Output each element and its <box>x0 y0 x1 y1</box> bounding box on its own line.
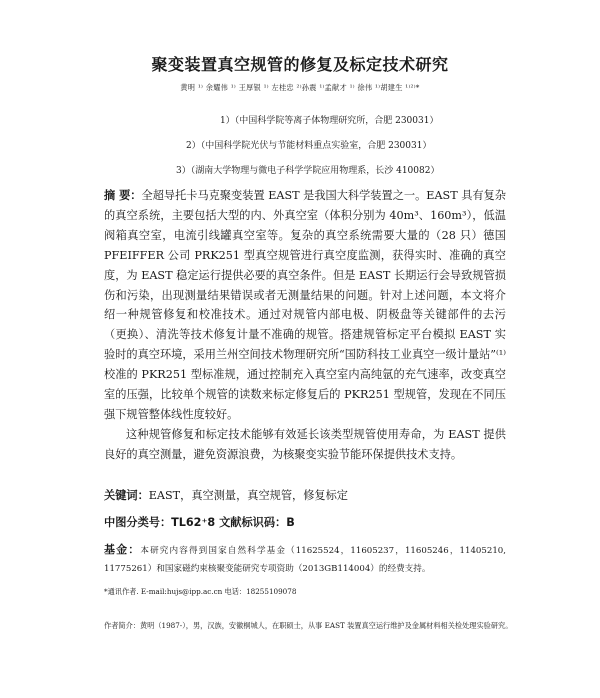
fund-text: 本研究内容得到国家自然科学基金（11625524，11605237，11605246，11405210, 11775261）和国家磁约束核聚变能研究专项资助（2013GB114004）的经费支持。 <box>104 546 507 574</box>
affiliation-3: 3）（湖南大学物理与微电子科学学院应用物理系，长沙 410082） <box>176 166 440 176</box>
doc-code-value: B <box>286 516 295 529</box>
keywords-text: EAST，真空测量，真空规管，修复标定 <box>148 489 348 502</box>
abstract-label: 摘 要： <box>104 189 142 202</box>
classification-label: 中图分类号： <box>104 516 172 529</box>
abstract-text-1: 全超导托卡马克聚变装置 EAST 是我国大科学装置之一。EAST 具有复杂的真空系统，主要包括大型的内、外真空室（体积分别为 40m³、160m³），低温阀箱真空室，电流引线罐真空室等。复杂的真空系统需要大量的（28 只）德国 PFEIFFER 公司 PRK251 型真空规管进行真空度监测，获得实时、准确的真空度，为 EAST 稳定运行提供必要的真空条件。但是 EAST 长期运行会导致规管损伤和污染，出现测量结果错误或者无测量结果的问题。针对上述问题，本文将介绍一种规管修复和校准技术。通过对规管内部电极、阴极盘等关键部件的去污（更换）、清洗等技术修复计量不准确的规管。搭建规管标定平台模拟 EAST 实验时的真空环境，采用兰州空间技术物理研究所“国防科技工业真空一级计量站”⁽¹⁾校准的 PKR251 型标准规，通过控制充入真空室内高纯氩的充气速率，改变真空室的压强，比较单个规管的读数来标定修复后的 PKR251 型规管，发现在不同压强下规管整体线性度较好。 <box>104 189 506 421</box>
keywords <box>104 487 348 503</box>
keywords-label: 关键词： <box>104 489 149 502</box>
abstract-paragraph-2: 这种规管修复和标定技术能够有效延长该类型规管使用寿命，为 EAST 提供良好的真空测量，避免资源浪费，为核聚变实验节能环保提供技术支持。 <box>104 427 506 461</box>
paper-title: 聚变装置真空规管的修复及标定技术研究 <box>151 55 449 74</box>
classification-value: TL62⁺8 <box>171 516 216 529</box>
abstract <box>104 186 506 465</box>
affiliation-2: 2）（中国科学院光伏与节能材料重点实验室，合肥 230031） <box>186 141 432 151</box>
doc-code-label: 文献标识码： <box>219 516 287 529</box>
affiliation-1: 1）（中国科学院等离子体物理研究所，合肥 230031） <box>220 116 439 126</box>
classification-line <box>104 514 295 530</box>
fund-statement <box>104 541 506 578</box>
corresponding-author: *通讯作者. E-mail:hujs@ipp.ac.cn 电话：18255109078 <box>104 587 297 596</box>
abstract-paragraph-1 <box>104 186 506 425</box>
author-bio: 作者简介：黄明（1987-），男，汉族，安徽桐城人，在职硕士，从事 EAST 装置真空运行维护及金属材料相关检处理实验研究。 <box>104 621 513 630</box>
author-list: 黄明 ¹⁾ 余耀伟 ¹⁾ 王厚银 ¹⁾ 左桂忠 ²⁾孙震 ¹⁾孟献才 ¹⁾ 徐伟 ¹⁾胡建生 ¹⁾²⁾* <box>180 83 420 92</box>
fund-label: 基金： <box>104 543 141 556</box>
